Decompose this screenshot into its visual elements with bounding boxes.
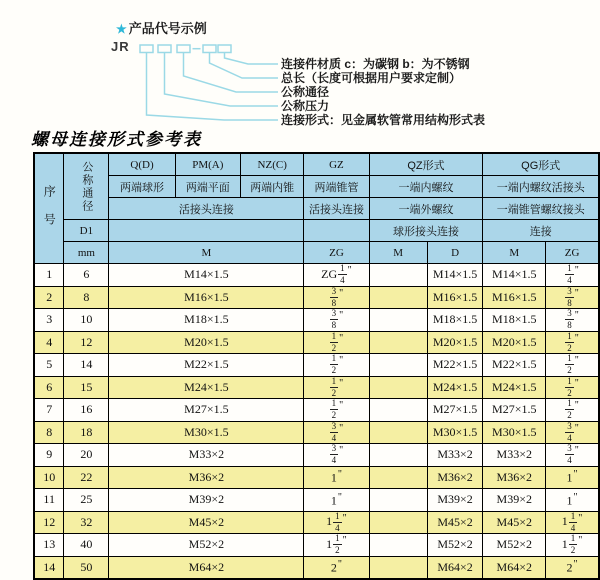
table-row <box>34 421 599 444</box>
cell-qz-d: M64×2 <box>427 556 483 579</box>
leader-line-connection <box>147 53 279 120</box>
code-prefix: JR <box>111 39 130 54</box>
header-col-qg: QG形式 <box>483 153 599 176</box>
code-box-3 <box>177 45 190 53</box>
cell-seq: 8 <box>34 421 64 444</box>
cell-qg-zg: 1 $\frac{1}{2}$ " <box>546 534 599 557</box>
cell-qg-zg: $\frac{1}{2}$ " <box>546 331 599 354</box>
table-row <box>34 466 599 489</box>
table-row <box>34 264 599 287</box>
cell-qz-m <box>369 511 427 534</box>
cell-seq: 13 <box>34 534 64 557</box>
header-dn: 公称通径 <box>64 153 109 220</box>
cell-dn: 22 <box>64 466 109 489</box>
cell-seq: 7 <box>34 399 64 422</box>
cell-qg-m: M45×2 <box>483 511 546 534</box>
header-qz-m-unit: M <box>369 242 427 264</box>
cell-qg-zg: $\frac{1}{2}$ " <box>546 376 599 399</box>
cell-dn: 6 <box>64 264 109 287</box>
cell-qz-d: M24×1.5 <box>427 376 483 399</box>
cell-qz-m <box>369 354 427 377</box>
cell-qz-m <box>369 399 427 422</box>
label-pressure: 公称压力 <box>281 99 330 113</box>
cell-seq: 10 <box>34 466 64 489</box>
cell-dn: 10 <box>64 309 109 332</box>
header-gz-end: 两端锥管 <box>304 176 369 198</box>
cell-qg-zg: $\frac{1}{2}$ " <box>546 399 599 422</box>
header-mm: mm <box>64 242 109 264</box>
cell-dn: 8 <box>64 286 109 309</box>
header-col-nz: NZ(C) <box>241 153 304 176</box>
table-row <box>34 511 599 534</box>
cell-m: M39×2 <box>109 489 304 512</box>
nut-connection-table <box>33 152 600 580</box>
header-qz-r4: 球形接头连接 <box>369 220 483 242</box>
header-qg-r2: 一端内螺纹活接头 <box>483 176 599 198</box>
cell-m: M52×2 <box>109 534 304 557</box>
cell-qz-d: M39×2 <box>427 489 483 512</box>
header-qz-r3: 一端外螺纹 <box>369 198 483 220</box>
cell-qg-m: M33×2 <box>483 444 546 467</box>
cell-gz: 1" <box>304 489 369 512</box>
cell-qz-d: M52×2 <box>427 534 483 557</box>
diagram-title <box>116 18 207 37</box>
header-pm-end: 两端平面 <box>175 176 240 198</box>
cell-seq: 5 <box>34 354 64 377</box>
cell-qg-m: M64×2 <box>483 556 546 579</box>
cell-seq: 9 <box>34 444 64 467</box>
cell-dn: 40 <box>64 534 109 557</box>
cell-qg-m: M39×2 <box>483 489 546 512</box>
cell-qg-zg: $\frac{3}{8}$ " <box>546 309 599 332</box>
cell-gz: $\frac{1}{2}$ " <box>304 354 369 377</box>
cell-qz-m <box>369 286 427 309</box>
cell-gz: $\frac{3}{8}$ " <box>304 286 369 309</box>
cell-m: M36×2 <box>109 466 304 489</box>
table-row <box>34 354 599 377</box>
cell-m: M14×1.5 <box>109 264 304 287</box>
cell-qg-zg: $\frac{3}{4}$ " <box>546 421 599 444</box>
cell-qz-m <box>369 466 427 489</box>
cell-qg-m: M52×2 <box>483 534 546 557</box>
header-q-end: 两端球形 <box>109 176 175 198</box>
header-qg-m-unit: M <box>483 242 546 264</box>
table-row <box>34 376 599 399</box>
table-row <box>34 399 599 422</box>
code-box-5 <box>218 45 231 53</box>
cell-qg-zg: 1" <box>546 489 599 512</box>
table-row <box>34 489 599 512</box>
cell-qg-zg: $\frac{3}{8}$ " <box>546 286 599 309</box>
header-live-conn: 活接头连接 <box>109 198 304 220</box>
cell-qz-m <box>369 556 427 579</box>
cell-m: M18×1.5 <box>109 309 304 332</box>
header-zg-unit: ZG <box>304 242 369 264</box>
table-row <box>34 534 599 557</box>
cell-m: M30×1.5 <box>109 421 304 444</box>
table-row <box>34 444 599 467</box>
cell-qg-m: M36×2 <box>483 466 546 489</box>
cell-gz: 1" <box>304 466 369 489</box>
cell-m: M20×1.5 <box>109 331 304 354</box>
table-row <box>34 286 599 309</box>
cell-gz: $\frac{3}{4}$ " <box>304 421 369 444</box>
header-qg-r4: 连接 <box>483 220 599 242</box>
cell-dn: 32 <box>64 511 109 534</box>
cell-qz-m <box>369 376 427 399</box>
leader-line-pressure <box>165 53 279 106</box>
header-blank-gz <box>304 220 369 242</box>
table-row <box>34 331 599 354</box>
cell-qg-m: M18×1.5 <box>483 309 546 332</box>
cell-qg-m: M27×1.5 <box>483 399 546 422</box>
diagram-title-text: 产品代号示例 <box>128 21 207 36</box>
table-row <box>34 556 599 579</box>
cell-qz-d: M14×1.5 <box>427 264 483 287</box>
leader-line-material <box>225 53 279 64</box>
cell-seq: 6 <box>34 376 64 399</box>
cell-gz: 1 $\frac{1}{2}$ " <box>304 534 369 557</box>
header-m-unit: M <box>109 242 304 264</box>
cell-qz-d: M18×1.5 <box>427 309 483 332</box>
cell-m: M27×1.5 <box>109 399 304 422</box>
cell-seq: 4 <box>34 331 64 354</box>
label-connection: 连接形式：见金属软管常用结构形式表 <box>281 113 486 127</box>
cell-qz-d: M22×1.5 <box>427 354 483 377</box>
cell-qz-d: M30×1.5 <box>427 421 483 444</box>
cell-dn: 12 <box>64 331 109 354</box>
leader-line-length <box>210 53 279 78</box>
cell-dn: 50 <box>64 556 109 579</box>
cell-gz: 1 $\frac{1}{4}$ " <box>304 511 369 534</box>
cell-qz-m <box>369 421 427 444</box>
cell-gz: $\frac{1}{2}$ " <box>304 399 369 422</box>
header-col-qz: QZ形式 <box>369 153 483 176</box>
code-box-4 <box>203 45 216 53</box>
cell-dn: 25 <box>64 489 109 512</box>
code-box-1 <box>140 45 153 53</box>
cell-qg-m: M30×1.5 <box>483 421 546 444</box>
cell-qg-m: M22×1.5 <box>483 354 546 377</box>
cell-qz-d: M27×1.5 <box>427 399 483 422</box>
label-length: 总长（长度可根据用户要求定制） <box>281 71 462 85</box>
cell-qg-zg: 1 $\frac{1}{4}$ " <box>546 511 599 534</box>
cell-qz-d: M16×1.5 <box>427 286 483 309</box>
header-qz-d-unit: D <box>427 242 483 264</box>
cell-dn: 16 <box>64 399 109 422</box>
cell-qz-m <box>369 534 427 557</box>
header-qg-r3: 一端锥管螺纹接头 <box>483 198 599 220</box>
cell-gz: ZG $\frac{1}{4}$ " <box>304 264 369 287</box>
cell-qg-zg: $\frac{1}{2}$ " <box>546 354 599 377</box>
cell-qg-m: M20×1.5 <box>483 331 546 354</box>
cell-m: M64×2 <box>109 556 304 579</box>
cell-m: M16×1.5 <box>109 286 304 309</box>
table-title: 螺母连接形式参考表 <box>31 130 202 150</box>
cell-qg-zg: 1" <box>546 466 599 489</box>
table-row <box>34 309 599 332</box>
cell-qg-zg: $\frac{1}{4}$ " <box>546 264 599 287</box>
table-body <box>34 264 599 580</box>
cell-qz-d: M36×2 <box>427 466 483 489</box>
cell-gz: $\frac{1}{2}$ " <box>304 376 369 399</box>
header-nz-end: 两端内锥 <box>241 176 304 198</box>
cell-seq: 11 <box>34 489 64 512</box>
cell-seq: 2 <box>34 286 64 309</box>
cell-gz: $\frac{3}{4}$ " <box>304 444 369 467</box>
code-box-2 <box>158 45 171 53</box>
cell-seq: 12 <box>34 511 64 534</box>
cell-qg-m: M24×1.5 <box>483 376 546 399</box>
header-blank-left <box>109 220 304 242</box>
cell-qg-zg: 2" <box>546 556 599 579</box>
header-d1: D1 <box>64 220 109 242</box>
cell-qz-m <box>369 264 427 287</box>
cell-qz-d: M20×1.5 <box>427 331 483 354</box>
cell-m: M45×2 <box>109 511 304 534</box>
cell-gz: 2" <box>304 556 369 579</box>
header-qg-zg-unit: ZG <box>546 242 599 264</box>
cell-seq: 1 <box>34 264 64 287</box>
cell-qg-m: M16×1.5 <box>483 286 546 309</box>
header-qz-r2: 一端内螺纹 <box>369 176 483 198</box>
header-gz-conn: 活接头连接 <box>304 198 369 220</box>
cell-seq: 14 <box>34 556 64 579</box>
cell-qg-m: M14×1.5 <box>483 264 546 287</box>
label-material: 连接件材质 c：为碳钢 b：为不锈钢 <box>281 57 470 71</box>
cell-qz-m <box>369 309 427 332</box>
header-seq: 序号 <box>34 153 64 264</box>
cell-m: M33×2 <box>109 444 304 467</box>
cell-m: M22×1.5 <box>109 354 304 377</box>
header-col-q: Q(D) <box>109 153 175 176</box>
cell-qz-d: M33×2 <box>427 444 483 467</box>
cell-seq: 3 <box>34 309 64 332</box>
cell-gz: $\frac{3}{8}$ " <box>304 309 369 332</box>
cell-qz-m <box>369 444 427 467</box>
label-diameter: 公称通径 <box>281 85 330 99</box>
cell-gz: $\frac{1}{2}$ " <box>304 331 369 354</box>
cell-qg-zg: $\frac{3}{4}$ " <box>546 444 599 467</box>
cell-dn: 18 <box>64 421 109 444</box>
cell-dn: 14 <box>64 354 109 377</box>
cell-dn: 15 <box>64 376 109 399</box>
header-col-pm: PM(A) <box>175 153 240 176</box>
header-col-gz: GZ <box>304 153 369 176</box>
cell-qz-m <box>369 331 427 354</box>
star-icon: ★ <box>116 22 127 36</box>
cell-dn: 20 <box>64 444 109 467</box>
cell-qz-m <box>369 489 427 512</box>
cell-qz-d: M45×2 <box>427 511 483 534</box>
cell-m: M24×1.5 <box>109 376 304 399</box>
